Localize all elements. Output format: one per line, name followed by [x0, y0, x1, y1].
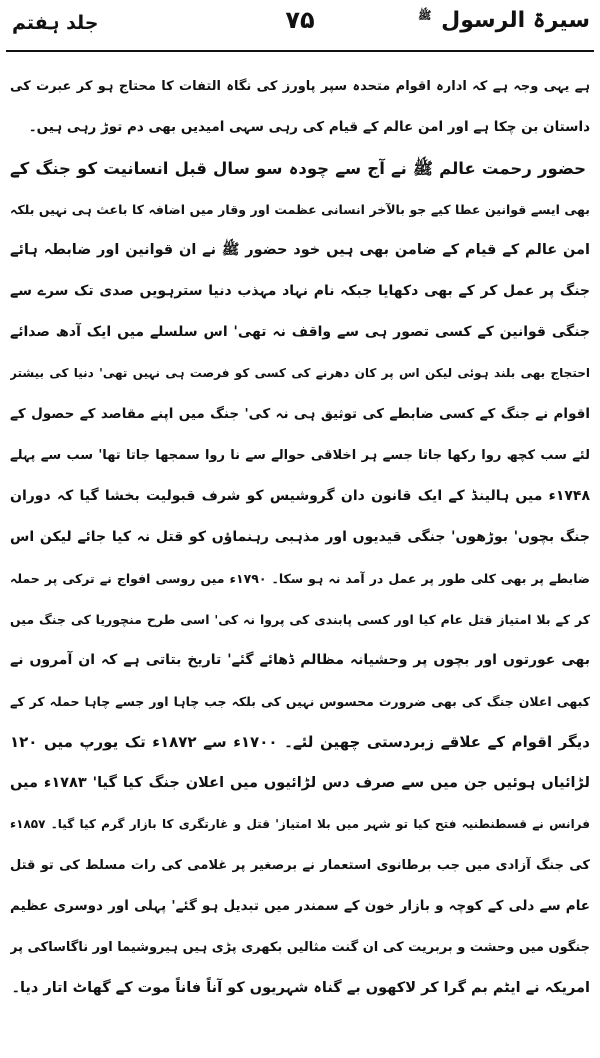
- body-line-13: ضابطے پر بھی کلی طور پر عمل در آمد نہ ہو سکا۔ ۱۷۹۰ء میں روسی افواج نے ترکی پر حملہ: [10, 571, 590, 586]
- body-line-16: کبھی اعلان جنگ کی بھی ضرورت محسوس نہیں کی بلکہ جب چاہا اور جسے چاہا حملہ کر کے: [10, 694, 590, 709]
- body-line-14: کر کے بلا امتیاز قتل عام کیا اور کسی پابندی کی پروا نہ کی' اسی طرح منچوریا کی جنگ میں: [10, 612, 590, 627]
- pbuh-honorific: ﷺ: [418, 8, 432, 22]
- body-line-11: ۱۷۴۸ء میں ہالینڈ کے ایک قانون دان گروشیس کو شرف قبولیت بخشا گیا کہ دوران: [10, 488, 590, 504]
- body-line-10: لئے سب کچھ روا رکھا جاتا جسے ہر اخلاقی حوالے سے نا روا سمجھا جاتا تھا' سب سے پہلے: [10, 448, 590, 463]
- body-line-23: امریکہ نے ایٹم بم گرا کر لاکھوں بے گناہ شہریوں کو آناً فاناً موت کے گھاٹ اتار دیا۔: [11, 980, 590, 996]
- book-title-text: سیرۃ الرسول: [441, 8, 590, 33]
- body-line-9: اقوام نے جنگ کے کسی ضابطے کی توثیق ہی نہ کی' جنگ میں اپنے مقاصد کے حصول کے: [10, 406, 590, 422]
- body-line-2: داستان بن چکا ہے اور امن عالم کے قیام کی رہی سہی امیدیں بھی دم توڑ رہی ہیں۔: [28, 119, 590, 135]
- body-line-19: فرانس نے قسطنطنیہ فتح کیا تو شہر میں بلا امتیاز' قتل و غارتگری کا بازار گرم کیا گیا۔ ۱۸۵۷ء: [10, 817, 590, 831]
- body-line-21: عام سے دلی کے کوچہ و بازار خون کے سمندر میں تبدیل ہو گئے' پہلی اور دوسری عظیم: [10, 898, 590, 914]
- body-text: [10, 66, 590, 1009]
- body-line-3: حضور رحمت عالم ﷺ نے آج سے چودہ سو سال قبل انسانیت کو جنگ کے: [10, 159, 586, 178]
- header-divider: [6, 50, 594, 52]
- page-header: [6, 4, 594, 50]
- body-line-15: بھی عورتوں اور بچوں پر وحشیانہ مظالم ڈھائے گئے' تاریخ بتاتی ہے کہ ان آمروں نے: [10, 652, 590, 668]
- book-title: [418, 8, 590, 33]
- body-line-18: لڑائیاں ہوئیں جن میں سے صرف دس لڑائیوں میں اعلان جنگ کیا گیا' ۱۷۸۳ء میں: [10, 775, 590, 791]
- volume-label: جلد ہفتم: [12, 12, 99, 34]
- body-line-12: جنگ بچوں' بوڑھوں' جنگی قیدیوں اور مذہبی رہنماؤں کو قتل نہ کیا جائے لیکن اس: [10, 529, 590, 545]
- page-number: ۷۵: [285, 6, 315, 34]
- body-line-20: کی جنگ آزادی میں جب برطانوی استعمار نے برصغیر پر غلامی کی رات مسلط کی تو قتل: [10, 858, 590, 873]
- body-line-4: بھی ایسے قوانین عطا کیے جو بالآخر انسانی عظمت اور وقار میں اضافہ کا باعث ہی نہیں بلکہ: [10, 202, 590, 217]
- body-line-17: دیگر اقوام کے علاقے زبردستی چھین لئے۔ ۱۷۰۰ء سے ۱۸۷۲ء تک یورپ میں ۱۲۰: [10, 733, 590, 751]
- body-line-8: احتجاج بھی بلند ہوئی لیکن اس پر کان دھرنے کی کسی کو فرصت ہی نہیں تھی' دنیا کی بیشتر: [10, 366, 590, 380]
- body-line-5: امن عالم کے قیام کے ضامن بھی ہیں خود حضور ﷺ نے ان قوانین اور ضابطہ ہائے: [10, 242, 590, 258]
- body-line-22: جنگوں میں وحشت و بربریت کی ان گنت مثالیں بکھری پڑی ہیں ہیروشیما اور ناگاساکی پر: [10, 940, 590, 955]
- body-line-7: جنگی قوانین کے کسی تصور ہی سے واقف نہ تھی' اس سلسلے میں ایک آدھ صدائے: [10, 324, 590, 340]
- body-line-6: جنگ پر عمل کر کے بھی دکھایا جبکہ نام نہاد مہذب دنیا سترہویں صدی تک سرے سے: [10, 283, 590, 299]
- body-line-1: ہے یہی وجہ ہے کہ ادارہ اقوام متحدہ سپر پاورز کی نگاہ التفات کا محتاج ہو کر عبرت کی: [10, 79, 590, 94]
